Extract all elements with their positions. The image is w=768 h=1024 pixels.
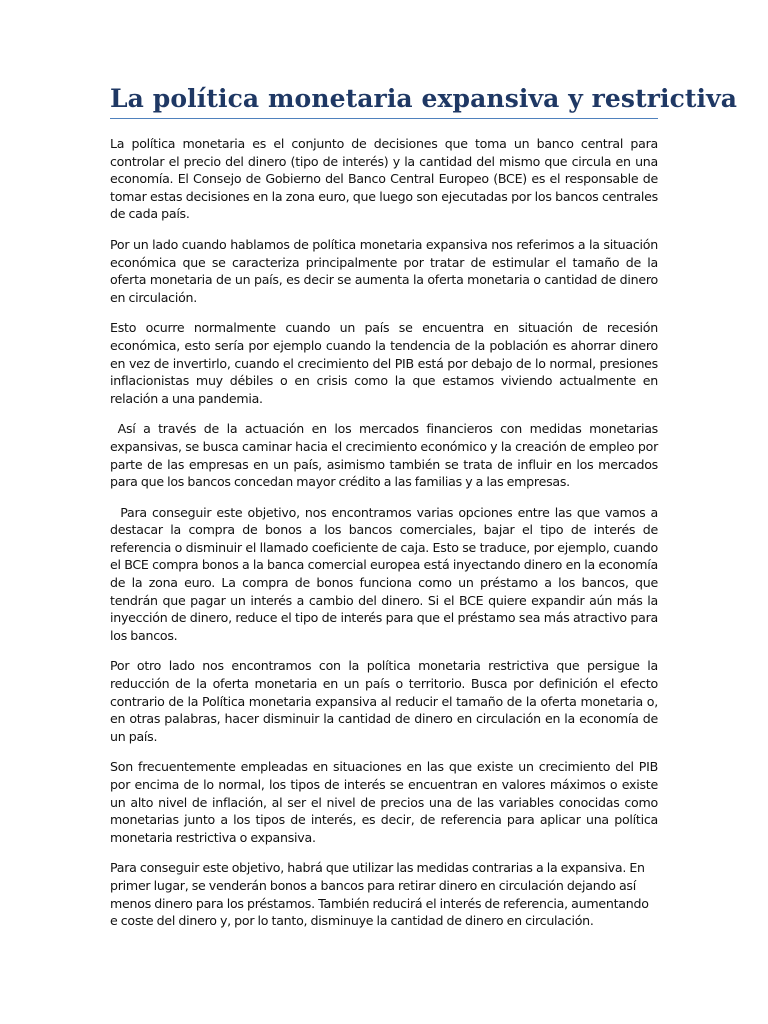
paragraph-recession: Esto ocurre normalmente cuando un país se encuentra en situación de recesión económica, esto sería por ejemplo cuando la tendencia de la población es ahorrar dinero en vez de invertirlo, cuando el crecimiento del PIB está por debajo de lo normal, presiones inflacionistas muy débiles o en crisis como la que estamos viviendo actualmente en relación a una pandemia. <box>110 320 662 406</box>
page-title: La política monetaria expansiva y restrictiva <box>110 84 658 119</box>
paragraph-financial-markets: Así a través de la actuación en los mercados financieros con medidas monetarias expansivas, se busca caminar hacia el crecimiento económico y la creación de empleo por parte de las empresas en un país, asimismo también se trata de influir en los mercados para que los bancos concedan mayor crédito a las familias y a las empresas. <box>110 421 662 490</box>
paragraph-expansive-intro: Por un lado cuando hablamos de política monetaria expansiva nos referimos a la situación económica que se caracteriza principalmente por tratar de estimular el tamaño de la oferta monetaria de un país, es decir se aumenta la oferta monetaria o cantidad de dinero en circulación. <box>110 236 662 305</box>
paragraph-restrictive-measures: Para conseguir este objetivo, habrá que utilizar las medidas contrarias a la expansiva. En primer lugar, se venderán bonos a bancos para retirar dinero en circulación dejando así menos dinero para los préstamos. También reducirá el interés de referencia, aumentando e coste del dinero y, por lo tanto, disminuye la cantidad de dinero en circulación. <box>110 860 652 929</box>
paragraph-expansive-measures: Para conseguir este objetivo, nos encontramos varias opciones entre las que vamos a destacar la compra de bonos a los bancos comerciales, bajar el tipo de interés de referencia o disminuir el llamado coeficiente de caja. Esto se traduce, por ejemplo, cuando el BCE compra bonos a la banca comercial europea está inyectando dinero en la economía de la zona euro. La compra de bonos funciona como un préstamo a los bancos, que tendrán que pagar un interés a cambio del dinero. Si el BCE quiere expandir aún más la inyección de dinero, reduce el tipo de interés para que el préstamo sea más atractivo para los bancos. <box>110 504 662 643</box>
document-page <box>110 84 738 943</box>
paragraph-definition: La política monetaria es el conjunto de decisiones que toma un banco central para controlar el precio del dinero (tipo de interés) y la cantidad del mismo que circula en una economía. El Consejo de Gobierno del Banco Central Europeo (BCE) es el responsable de tomar estas decisiones en la zona euro, que luego son ejecutadas por los bancos centrales de cada país. <box>110 136 662 222</box>
document-body <box>110 135 662 930</box>
paragraph-restrictive-intro: Por otro lado nos encontramos con la política monetaria restrictiva que persigue la reducción de la oferta monetaria en un país o territorio. Busca por definición el efecto contrario de la Política monetaria expansiva al reducir el tamaño de la oferta monetaria o, en otras palabras, hacer disminuir la cantidad de dinero en circulación en la economía de un país. <box>110 658 662 744</box>
paragraph-restrictive-situations: Son frecuentemente empleadas en situaciones en las que existe un crecimiento del PIB por encima de lo normal, los tipos de interés se encuentran en valores máximos o existe un alto nivel de inflación, al ser el nivel de precios una de las variables conocidas como monetarias junto a los tipos de interés, es decir, de referencia para aplicar una política monetaria restrictiva o expansiva. <box>110 759 662 845</box>
